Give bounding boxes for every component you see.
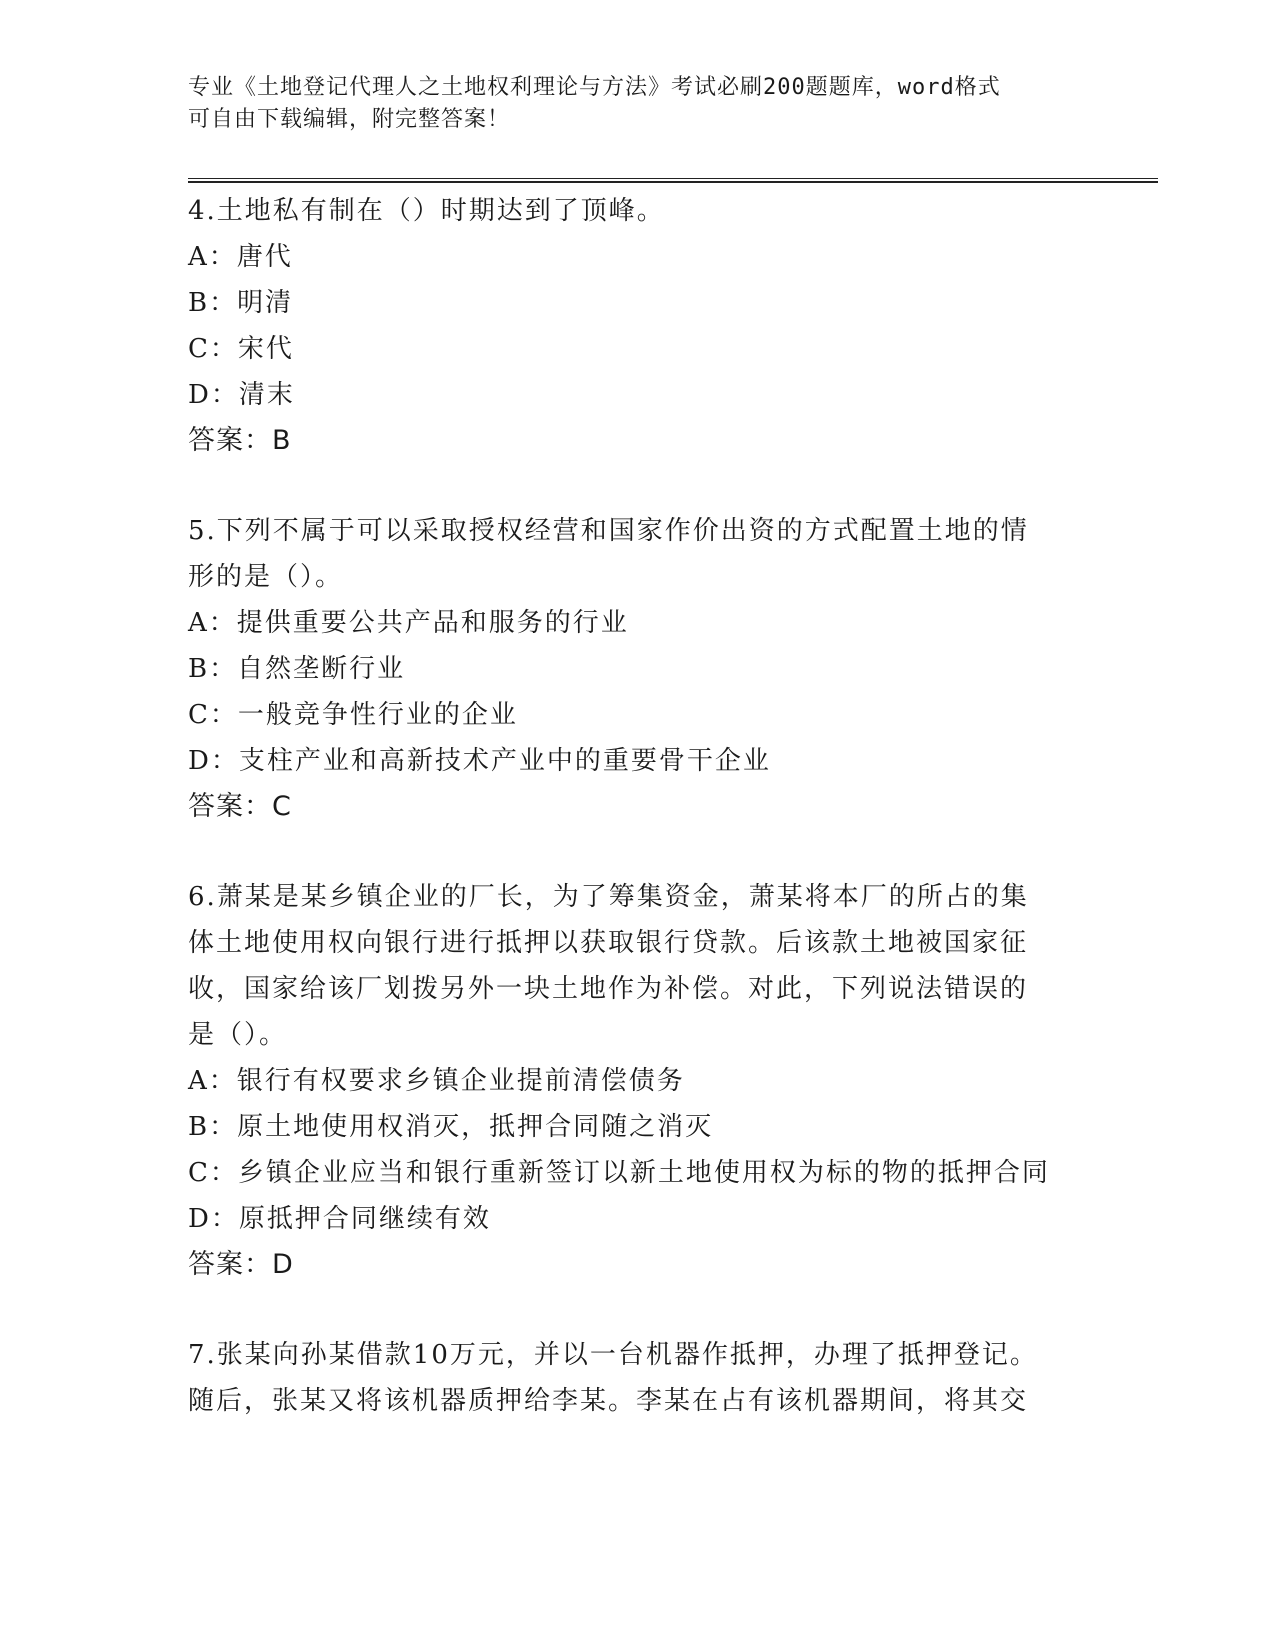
question-stem: 6.萧某是某乡镇企业的厂长，为了筹集资金，萧某将本厂的所占的集 (188, 882, 1029, 912)
question-list (188, 188, 1088, 1424)
option-c: C：一般竞争性行业的企业 (188, 700, 518, 730)
question-stem: 收，国家给该厂划拨另外一块土地作为补偿。对此，下列说法错误的 (188, 974, 1029, 1004)
question-stem: 随后，张某又将该机器质押给李某。李某在占有该机器期间，将其交 (188, 1386, 1029, 1416)
option-b: B：原土地使用权消灭，抵押合同随之消灭 (188, 1112, 714, 1142)
question-7 (188, 1332, 1088, 1424)
question-stem: 形的是（）。 (188, 562, 344, 592)
question-stem: 是（）。 (188, 1020, 288, 1050)
option-b: B：自然垄断行业 (188, 654, 406, 684)
header-line-1: 专业《土地登记代理人之土地权利理论与方法》考试必刷200题题库，word格式 (188, 75, 1001, 100)
question-stem: 7.张某向孙某借款10万元，并以一台机器作抵押，办理了抵押登记。 (188, 1340, 1038, 1370)
question-stem: 体土地使用权向银行进行抵押以获取银行贷款。后该款土地被国家征 (188, 928, 1029, 958)
question-stem: 5.下列不属于可以采取授权经营和国家作价出资的方式配置土地的情 (188, 516, 1029, 546)
answer: 答案：B (188, 425, 292, 456)
option-a: A：提供重要公共产品和服务的行业 (188, 608, 629, 638)
answer: 答案：C (188, 791, 292, 822)
option-d: D：清末 (188, 380, 295, 410)
question-stem: 4.土地私有制在（）时期达到了顶峰。 (188, 196, 665, 226)
question-4 (188, 188, 1088, 464)
option-d: D：原抵押合同继续有效 (188, 1204, 491, 1234)
option-c: C：乡镇企业应当和银行重新签订以新土地使用权为标的物的抵押合同 (188, 1158, 1050, 1188)
option-c: C：宋代 (188, 334, 294, 364)
option-b: B：明清 (188, 288, 294, 318)
option-d: D：支柱产业和高新技术产业中的重要骨干企业 (188, 746, 771, 776)
header-line-2: 可自由下载编辑，附完整答案！ (188, 107, 511, 132)
answer: 答案：D (188, 1249, 294, 1280)
question-5 (188, 508, 1088, 830)
header-divider (188, 178, 1158, 183)
option-a: A：唐代 (188, 242, 293, 272)
document-header (188, 72, 1068, 136)
option-a: A：银行有权要求乡镇企业提前清偿债务 (188, 1066, 685, 1096)
question-6 (188, 874, 1088, 1288)
